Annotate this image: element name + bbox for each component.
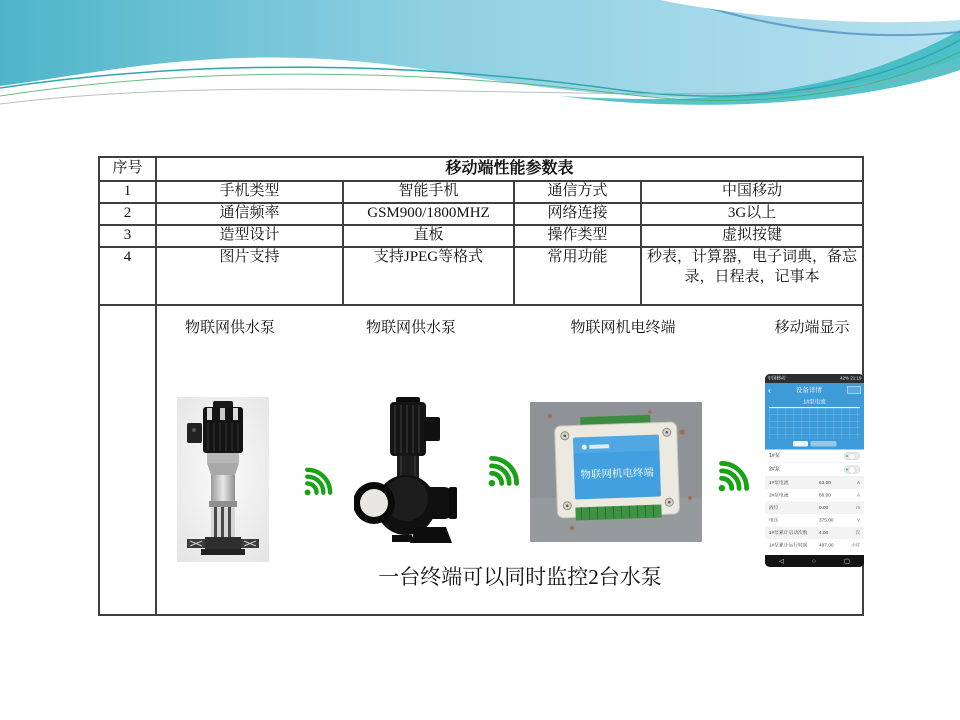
- row-number: 4: [99, 247, 156, 305]
- pump1-toggle-row: [765, 450, 864, 464]
- gallery-label-pump-vertical: 物联网供水泵: [184, 320, 276, 336]
- table-row: [99, 225, 863, 247]
- param-value: 秒表，计算器，电子词典，备忘录，日程表，记事本: [641, 247, 863, 305]
- param-key: 常用功能: [514, 247, 641, 305]
- table-row: [99, 203, 863, 225]
- chart-grid: [769, 407, 860, 439]
- wifi-signal-icon: [294, 464, 336, 506]
- param-value: 直板: [343, 225, 514, 247]
- value-row: 1#泵电流 63.00 A: [765, 477, 864, 490]
- value-row: 液位 0.00 m: [765, 502, 864, 515]
- android-nav-bar: [765, 555, 864, 567]
- wifi-signal-icon: [477, 452, 523, 498]
- table-corner-label: 序号: [99, 157, 156, 181]
- param-key: 通信方式: [514, 181, 641, 203]
- row-number: 3: [99, 225, 156, 247]
- chart-title: 1#泵电流: [803, 399, 826, 405]
- gallery-cell: [156, 305, 863, 615]
- phone-value-list: [765, 477, 864, 552]
- wifi-signal-icon: [707, 457, 753, 503]
- params-table: [98, 156, 864, 616]
- terminal-panel-label: 物联网机电终端: [580, 466, 655, 482]
- carrier-label: 中国移动: [767, 375, 786, 381]
- param-key: 造型设计: [156, 225, 343, 247]
- param-key: 操作类型: [514, 225, 641, 247]
- row-number: 1: [99, 181, 156, 203]
- chart-date-pill: [810, 441, 836, 447]
- gallery-label-mobile: 移动端显示: [774, 320, 850, 336]
- inline-pump-image: [354, 395, 459, 558]
- value-row: 电压 375.00 V: [769, 517, 860, 523]
- nav-back-icon: ◁: [778, 556, 784, 565]
- pump1-toggle: [844, 452, 860, 460]
- pump2-label: 2#泵: [769, 466, 781, 473]
- iot-terminal-image: [530, 402, 702, 542]
- row-number: 2: [99, 203, 156, 225]
- param-value: 3G以上: [641, 203, 863, 225]
- vertical-pump-image: [177, 397, 269, 562]
- chart-range-pill: [793, 441, 808, 447]
- table-row: [99, 181, 863, 203]
- pump2-toggle-row: [765, 463, 864, 477]
- pump2-toggle: [844, 466, 860, 474]
- param-value: GSM900/1800MHZ: [343, 203, 514, 225]
- param-value: 智能手机: [343, 181, 514, 203]
- phone-status-bar: [765, 374, 864, 383]
- gallery-label-pump-inline: 物联网供水泵: [365, 320, 457, 336]
- header-badge: [847, 386, 861, 394]
- param-value: 中国移动: [641, 181, 863, 203]
- pump-current-chart: [765, 397, 864, 450]
- phone-app-header: [765, 383, 864, 397]
- value-row: 2#泵电流 60.00 A: [769, 492, 860, 498]
- param-key: 图片支持: [156, 247, 343, 305]
- wave-decoration: [0, 0, 960, 135]
- app-title: 设备详情: [795, 385, 822, 394]
- param-key: 网络连接: [514, 203, 641, 225]
- value-row: 1#泵累计启动次数 4.00 次: [765, 527, 864, 540]
- nav-home-icon: ○: [811, 556, 816, 565]
- table-row: [99, 247, 863, 305]
- param-value: 支持JPEG等格式: [343, 247, 514, 305]
- gallery-label-terminal: 物联网机电终端: [570, 320, 676, 336]
- table-title: 移动端性能参数表: [156, 157, 863, 181]
- gallery-caption: 一台终端可以同时监控2台水泵: [378, 565, 662, 589]
- mobile-app-screenshot: [765, 374, 864, 567]
- param-key: 手机类型: [156, 181, 343, 203]
- value-row: 1#泵累计运行时间 497.00 小时: [769, 542, 860, 548]
- nav-recent-icon: ▢: [843, 556, 850, 565]
- table-empty-cell: [99, 305, 156, 615]
- param-value: 虚拟按键: [641, 225, 863, 247]
- back-arrow-icon: ‹: [768, 385, 771, 395]
- status-indicators: 42% 21:19: [839, 375, 862, 381]
- param-key: 通信频率: [156, 203, 343, 225]
- pump1-label: 1#泵: [769, 452, 781, 459]
